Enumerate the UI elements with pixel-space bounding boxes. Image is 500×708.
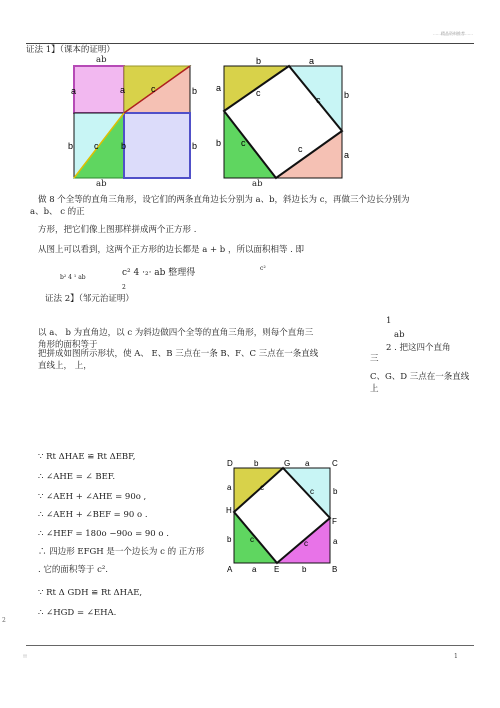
equation-two: 2 (122, 284, 126, 291)
label-a: a (309, 56, 315, 66)
sec2-para3: 直线上， 上， (38, 361, 92, 371)
proof-line: ∴ ∠AHE = ∠ BEF. (38, 472, 116, 482)
vertex-F: F (332, 517, 337, 526)
label-b: b (192, 86, 198, 96)
label-c: c (241, 138, 246, 148)
equation-left: b² 4 ¹ ab (60, 274, 86, 281)
vertex-D: D (227, 459, 233, 468)
section1-title: 证法 1】（课本的证明） (26, 45, 115, 55)
label-c: c (260, 483, 264, 492)
label-b: b (333, 487, 338, 496)
vertex-G: G (284, 459, 291, 468)
proof-line: ∴ ∠HEF = 180o −90o = 90 o . (38, 529, 169, 539)
sec2-right-shang: 上 (370, 384, 379, 394)
vertex-H: H (226, 506, 232, 515)
square-a2 (74, 66, 124, 113)
label-c: c (94, 141, 99, 151)
label-a: a (227, 483, 232, 492)
figure-abcd-square (222, 456, 346, 576)
label-c: c (316, 95, 321, 105)
sec2-right-1: 1 (386, 316, 392, 326)
section2-title: 证法 2】（邹元治证明） (45, 294, 134, 304)
sec1-para1b: a、b、 c 的正 (30, 207, 85, 217)
label-a: a (333, 537, 338, 546)
header-rule (26, 43, 474, 44)
label-a: a (120, 85, 126, 95)
label-b: b (192, 141, 198, 151)
equation-c2: c² (260, 265, 266, 272)
vertex-C: C (332, 459, 338, 468)
label-a: a (344, 150, 350, 160)
fig-right-bottom-label: ab (252, 179, 263, 189)
figure-right-squares (216, 56, 350, 186)
label-a: a (305, 459, 310, 468)
footer-rule (26, 645, 474, 646)
fig-left-top-label: ab (96, 55, 107, 65)
vertex-A: A (227, 565, 233, 574)
proof-line: ∴ ∠HGD = ∠EHA. (38, 608, 117, 618)
sec2-para1: 以 a、 b 为直角边，以 c 为斜边做四个全等的直角三角形，则每个直角三 (38, 328, 314, 338)
sec1-para1: 做 8 个全等的直角三角形，设它们的两条直角边长分别为 a、b，斜边长为 c，再做三个边长分别为 (38, 195, 410, 205)
label-c: c (256, 88, 261, 98)
footer-left-mark: 2 (2, 617, 6, 624)
proof-line: ∴ 四边形 EFGH 是一个边长为 c 的 正方形 (38, 547, 205, 557)
label-a: a (252, 565, 257, 574)
footer-left-tiny: !! (23, 654, 28, 660)
sec2-para1b: 角形的面积等于 (38, 340, 98, 350)
proof-line: ∵ Rt Δ GDH ≌ Rt ΔHAE, (38, 588, 143, 598)
equation-right: c² 4 ·₂· ab 整理得 (122, 268, 196, 278)
label-b: b (344, 90, 350, 100)
label-c: c (250, 535, 254, 544)
label-b: b (254, 459, 259, 468)
proof-line: ∴ ∠AEH + ∠BEF = 90 o . (38, 510, 148, 520)
sec2-para2: 把拼成如图所示形状，使 A、 E、B 三点在一条 B、F、C 三点在一条直线 (38, 349, 319, 359)
label-c: c (298, 144, 303, 154)
square-b2 (124, 113, 190, 178)
label-c: c (304, 539, 308, 548)
label-b: b (302, 565, 307, 574)
sec2-right-cgd: C、G、D 三点在一条直线 (370, 372, 470, 382)
label-c: c (151, 84, 156, 94)
vertex-E: E (274, 565, 280, 574)
page-number: 1 (454, 653, 458, 660)
label-a: a (216, 83, 222, 93)
sec2-right-text: 2 . 把这四个直角 (386, 343, 451, 353)
sec2-right-san: 三 (370, 354, 379, 364)
label-b: b (216, 138, 222, 148)
proof-line: . 它的面积等于 c². (38, 565, 108, 575)
label-b: b (256, 56, 262, 66)
figure-left-squares (66, 56, 198, 186)
label-b: b (68, 141, 74, 151)
proof-line: ∵ Rt ΔHAE ≌ Rt ΔEBF, (38, 452, 136, 462)
label-b: b (121, 141, 127, 151)
sec1-para2: 方形，把它们像上图那样拼成两个正方形 . (38, 225, 197, 235)
sec1-para3: 从图上可以看到，这两个正方形的边长都是 a + b ，所以面积相等 . 即 (38, 245, 305, 255)
proof-line: ∵ ∠AEH + ∠AHE = 90o , (38, 492, 147, 502)
fig-left-bottom-label: ab (96, 179, 107, 189)
vertex-B: B (332, 565, 338, 574)
label-b: b (227, 535, 232, 544)
label-c: c (310, 487, 314, 496)
header-tiny-text: ……精品资料推荐…… (433, 31, 473, 36)
sec2-right-ab: ab (394, 330, 405, 340)
label-a: a (71, 86, 77, 96)
